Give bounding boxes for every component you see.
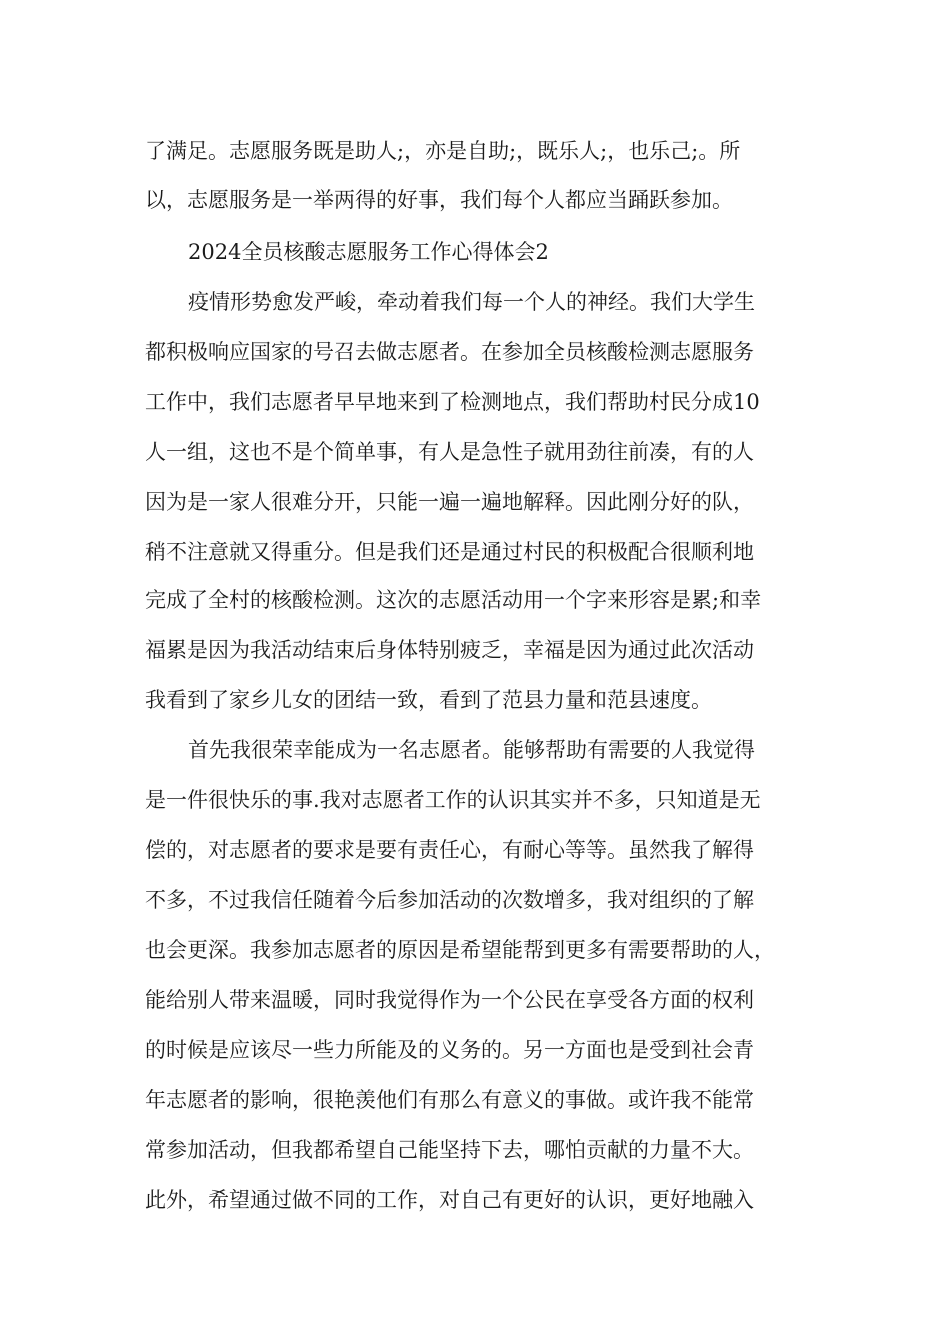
text-line: 稍不注意就又得重分。但是我们还是通过村民的积极配合很顺利地 xyxy=(145,540,754,564)
text-line: 人一组，这也不是个简单事，有人是急性子就用劲往前凑，有的人 xyxy=(145,440,754,464)
text-line: 的时候是应该尽一些力所能及的义务的。另一方面也是受到社会青 xyxy=(145,1038,754,1062)
text-line: 疫情形势愈发严峻，牵动着我们每一个人的神经。我们大学生 xyxy=(188,290,755,314)
text-line: 也会更深。我参加志愿者的原因是希望能帮到更多有需要帮助的人， xyxy=(145,938,775,962)
text-line: 完成了全村的核酸检测。这次的志愿活动用一个字来形容是累;和幸 xyxy=(145,588,762,612)
text-line: 工作中，我们志愿者早早地来到了检测地点，我们帮助村民分成10 xyxy=(145,390,760,414)
text-line: 年志愿者的影响，很艳羡他们有那么有意义的事做。或许我不能常 xyxy=(145,1088,754,1112)
text-line: 此外，希望通过做不同的工作，对自己有更好的认识，更好地融入 xyxy=(145,1188,754,1212)
text-line: 是一件很快乐的事.我对志愿者工作的认识其实并不多，只知道是无 xyxy=(145,788,761,812)
text-line: 首先我很荣幸能成为一名志愿者。能够帮助有需要的人我觉得 xyxy=(188,738,755,762)
text-line: 能给别人带来温暖，同时我觉得作为一个公民在享受各方面的权利 xyxy=(145,988,754,1012)
text-line: 福累是因为我活动结束后身体特别疲乏，幸福是因为通过此次活动 xyxy=(145,638,754,662)
text-line: 常参加活动，但我都希望自己能坚持下去，哪怕贡献的力量不大。 xyxy=(145,1138,754,1162)
section-heading: 2024全员核酸志愿服务工作心得体会2 xyxy=(188,240,549,264)
text-line: 因为是一家人很难分开，只能一遍一遍地解释。因此刚分好的队， xyxy=(145,490,754,514)
text-line: 我看到了家乡儿女的团结一致，看到了范县力量和范县速度。 xyxy=(145,688,712,712)
text-line: 不多，不过我信任随着今后参加活动的次数增多，我对组织的了解 xyxy=(145,888,754,912)
text-line: 都积极响应国家的号召去做志愿者。在参加全员核酸检测志愿服务 xyxy=(145,340,754,364)
text-line: 偿的，对志愿者的要求是要有责任心，有耐心等等。虽然我了解得 xyxy=(145,838,754,862)
text-line: 以，志愿服务是一举两得的好事，我们每个人都应当踊跃参加。 xyxy=(145,188,733,212)
text-line: 了满足。志愿服务既是助人;，亦是自助;，既乐人;，也乐己;。所 xyxy=(145,139,741,163)
